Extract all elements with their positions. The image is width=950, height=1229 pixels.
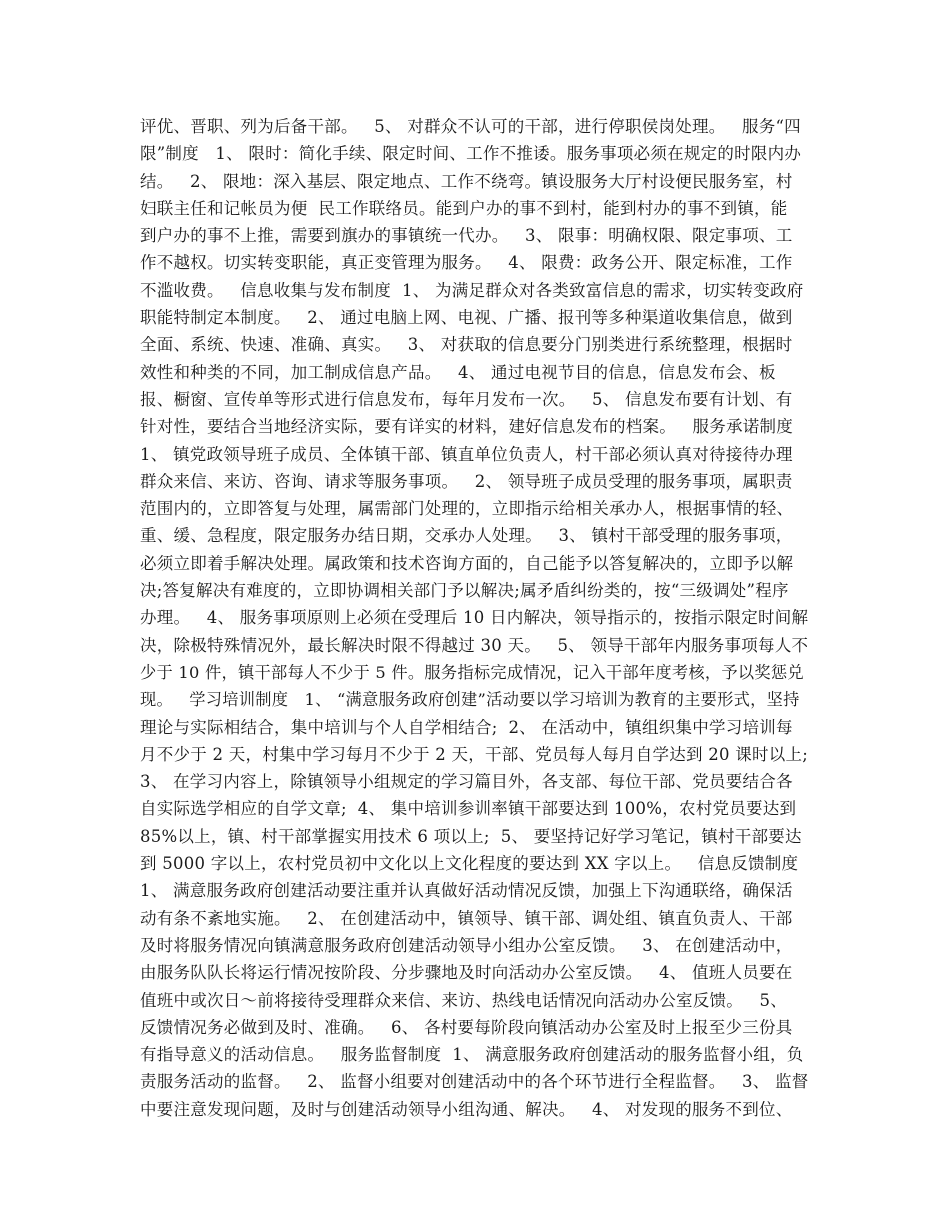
text-line: 责服务活动的监督。 2、 监督小组要对创建活动中的各个环节进行全程监督。 3、 监督 <box>140 1072 809 1092</box>
document-body <box>140 113 808 1123</box>
text-line: 到户办的事不上推，需要到旗办的事镇统一代办。 3、 限事：明确权限、限定事项、工 <box>140 226 793 246</box>
text-line: 到 5000 字以上，农村党员初中文化以上文化程度的要达到 XX 字以上。 信息反馈制度 <box>140 854 799 874</box>
text-line: 中要注意发现问题，及时与创建活动领导小组沟通、解决。 4、 对发现的服务不到位、 <box>140 1099 793 1119</box>
text-line: 自实际选学相应的自学文章; 4、 集中培训参训率镇干部要达到 100%，农村党员要达到 <box>140 799 797 819</box>
text-line: 范围内的，立即答复与处理，属需部门处理的，立即指示给相关承办人，根据事情的轻、 <box>140 499 794 519</box>
text-line: 职能特制定本制度。 2、 通过电脑上网、电视、广播、报刊等多种渠道收集信息，做到 <box>140 308 793 328</box>
text-line: 及时将服务情况向镇满意服务政府创建活动领导小组办公室反馈。 3、 在创建活动中， <box>140 935 793 955</box>
text-line: 有指导意义的活动信息。 服务监督制度 1、 满意服务政府创建活动的服务监督小组，负 <box>140 1045 804 1065</box>
text-line: 不滥收费。 信息收集与发布制度 1、 为满足群众对各类致富信息的需求，切实转变政府 <box>140 280 804 300</box>
text-line: 决，除极特殊情况外，最长解决时限不得越过 30 天。 5、 领导干部年内服务事项每人不 <box>140 635 809 655</box>
text-line: 理论与实际相结合，集中培训与个人自学相结合; 2、 在活动中，镇组织集中学习培训每 <box>140 717 793 737</box>
text-line: 少于 10 件，镇干部每人不少于 5 件。服务指标完成情况，记入干部年度考核，予以奖惩兑 <box>140 662 804 682</box>
text-line: 决;答复解决有难度的，立即协调相关部门予以解决;属矛盾纠纷类的，按“三级调处”程序 <box>140 581 789 601</box>
text-line: 必须立即着手解决处理。属政策和技术咨询方面的，自己能予以答复解决的，立即予以解 <box>140 553 794 573</box>
text-line: 报、橱窗、宣传单等形式进行信息发布，每年月发布一次。 5、 信息发布要有计划、有 <box>140 389 793 409</box>
text-line: 办理。 4、 服务事项原则上必须在受理后 10 日内解决，领导指示的，按指示限定时间解 <box>140 608 809 628</box>
text-line: 全面、系统、快速、准确、真实。 3、 对获取的信息要分门别类进行系统整理，根据时 <box>140 335 793 355</box>
text-line: 由服务队队长将运行情况按阶段、分步骤地及时向活动办公室反馈。 4、 值班人员要在 <box>140 963 793 983</box>
text-line: 效性和种类的不同，加工制成信息产品。 4、 通过电视节目的信息，信息发布会、板 <box>140 362 776 382</box>
text-line: 现。 学习培训制度 1、 “满意服务政府创建”活动要以学习培训为教育的主要形式，坚持 <box>140 690 800 710</box>
text-line: 针对性，要结合当地经济实际，要有详实的材料，建好信息发布的档案。 服务承诺制度 <box>140 417 793 437</box>
text-line: 动有条不紊地实施。 2、 在创建活动中，镇领导、镇干部、调处组、镇直负责人、干部 <box>140 908 793 928</box>
text-line: 妇联主任和记帐员为便 民工作联络员。能到户办的事不到村，能到村办的事不到镇，能 <box>140 198 788 218</box>
text-line: 值班中或次日～前将接待受理群众来信、来访、热线电话情况向活动办公室反馈。 5、 <box>140 990 787 1010</box>
text-line: 群众来信、来访、咨询、请求等服务事项。 2、 领导班子成员受理的服务事项，属职责 <box>140 471 793 491</box>
text-line: 1、 镇党政领导班子成员、全体镇干部、镇直单位负责人，村干部必须认真对待接待办理 <box>140 444 793 464</box>
text-line: 结。 2、 限地：深入基层、限定地点、工作不绕弯。镇设服务大厅村设便民服务室，村 <box>140 171 793 191</box>
text-line: 月不少于 2 天，村集中学习每月不少于 2 天，干部、党员每人每月自学达到 20 课时以上; <box>140 744 809 764</box>
text-line: 反馈情况务必做到及时、准确。 6、 各村要每阶段向镇活动办公室及时上报至少三份具 <box>140 1017 793 1037</box>
text-line: 85%以上，镇、村干部掌握实用技术 6 项以上; 5、 要坚持记好学习笔记，镇村干部要达 <box>140 826 802 846</box>
text-line: 限”制度 1、 限时：简化手续、限定时间、工作不推诿。服务事项必须在规定的时限内办 <box>140 144 802 164</box>
text-line: 作不越权。切实转变职能，真正变管理为服务。 4、 限费：政务公开、限定标准，工作 <box>140 253 793 273</box>
text-line: 3、 在学习内容上，除镇领导小组规定的学习篇目外，各支部、每位干部、党员要结合各 <box>140 772 793 792</box>
text-line: 评优、晋职、列为后备干部。 5、 对群众不认可的干部，进行停职侯岗处理。 服务“四 <box>140 117 801 136</box>
text-line: 1、 满意服务政府创建活动要注重并认真做好活动情况反馈，加强上下沟通联络，确保活 <box>140 881 793 901</box>
text-line: 重、缓、急程度，限定服务办结日期，交承办人处理。 3、 镇村干部受理的服务事项， <box>140 526 793 546</box>
